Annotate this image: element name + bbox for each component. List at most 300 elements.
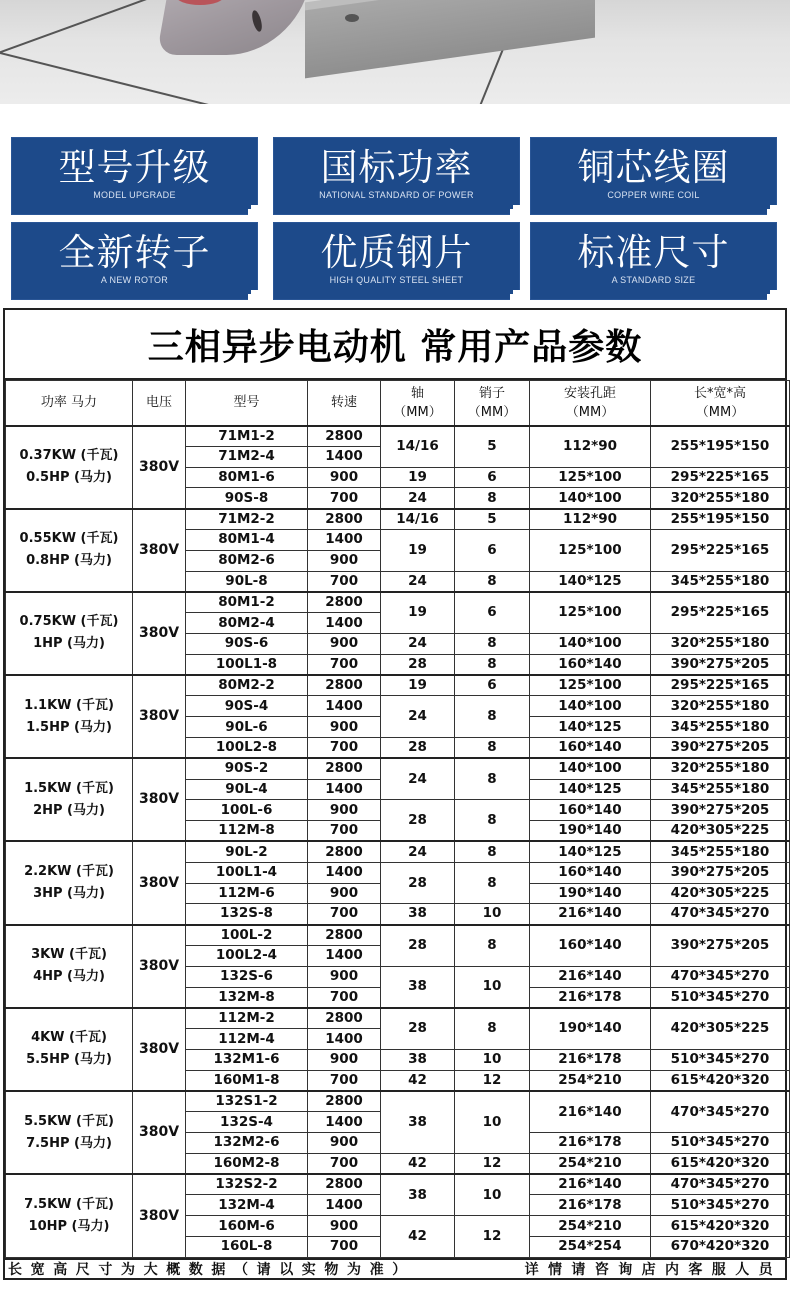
- size-cell: 390*275*205: [651, 800, 790, 821]
- table-footer: [5, 1258, 785, 1278]
- shaft-cell: 28: [381, 862, 455, 904]
- badge-subtitle: MODEL UPGRADE: [93, 190, 176, 200]
- model-cell: 80M2-4: [186, 613, 308, 634]
- size-cell: 510*345*270: [651, 1133, 790, 1154]
- voltage-cell: 380V: [133, 675, 186, 758]
- table-row: [6, 841, 790, 862]
- speed-cell: 900: [308, 717, 381, 738]
- pin-cell: 8: [455, 862, 530, 904]
- power-hp: 0.8HP (马力): [26, 553, 112, 569]
- voltage-cell: 380V: [133, 509, 186, 592]
- speed-cell: 1400: [308, 529, 381, 550]
- mount-cell: 160*140: [530, 654, 651, 675]
- shaft-cell: 14/16: [381, 509, 455, 530]
- badge-standard-size: [530, 222, 777, 300]
- mount-cell: 216*178: [530, 1133, 651, 1154]
- badge-national-power: [273, 137, 520, 215]
- mount-cell: 140*125: [530, 571, 651, 592]
- pin-cell: 10: [455, 1174, 530, 1216]
- header-unit: （MM）: [695, 404, 745, 420]
- badge-title: 全新转子: [58, 231, 211, 274]
- speed-cell: 1400: [308, 862, 381, 883]
- shaft-cell: 42: [381, 1070, 455, 1091]
- mount-cell: 216*140: [530, 966, 651, 987]
- table-header-row: [6, 381, 790, 426]
- pin-cell: 8: [455, 737, 530, 758]
- power-hp: 4HP (马力): [33, 969, 105, 985]
- motor-foot: [305, 0, 595, 78]
- power-hp: 10HP (马力): [28, 1219, 110, 1235]
- pin-cell: 6: [455, 529, 530, 571]
- mount-cell: 140*125: [530, 779, 651, 800]
- table-row: [6, 592, 790, 613]
- motor-foot-hole: [345, 14, 359, 22]
- speed-cell: 2800: [308, 841, 381, 862]
- size-cell: 420*305*225: [651, 821, 790, 842]
- model-cell: 80M1-6: [186, 467, 308, 488]
- model-cell: 90S-6: [186, 633, 308, 654]
- model-cell: 100L-6: [186, 800, 308, 821]
- pin-cell: 8: [455, 925, 530, 967]
- speed-cell: 900: [308, 1133, 381, 1154]
- size-cell: 510*345*270: [651, 987, 790, 1008]
- power-hp: 5.5HP (马力): [26, 1052, 112, 1068]
- header-unit: （MM）: [393, 404, 442, 420]
- badge-copper-coil: [530, 137, 777, 215]
- size-cell: 345*255*180: [651, 779, 790, 800]
- power-cell: [6, 758, 133, 841]
- size-cell: 390*275*205: [651, 862, 790, 883]
- shaft-cell: 19: [381, 675, 455, 696]
- badge-subtitle: NATIONAL STANDARD OF POWER: [319, 190, 474, 200]
- mount-cell: 140*100: [530, 696, 651, 717]
- shaft-cell: 38: [381, 1049, 455, 1070]
- speed-cell: 900: [308, 467, 381, 488]
- mount-cell: 216*140: [530, 1091, 651, 1133]
- mount-cell: 254*210: [530, 1070, 651, 1091]
- model-cell: 132M-4: [186, 1195, 308, 1216]
- size-cell: 510*345*270: [651, 1049, 790, 1070]
- power-kw: 1.5KW (千瓦): [24, 780, 114, 796]
- speed-cell: 900: [308, 800, 381, 821]
- badge-title: 国标功率: [320, 146, 473, 189]
- badge-title: 铜芯线圈: [577, 146, 730, 189]
- power-kw: 3KW (千瓦): [31, 947, 107, 963]
- model-cell: 80M2-2: [186, 675, 308, 696]
- shaft-cell: 24: [381, 488, 455, 509]
- mount-cell: 216*178: [530, 1195, 651, 1216]
- speed-cell: 2800: [308, 426, 381, 447]
- speed-cell: 2800: [308, 1008, 381, 1029]
- power-cell: [6, 841, 133, 924]
- size-cell: 295*225*165: [651, 529, 790, 571]
- badge-model-upgrade: [11, 137, 258, 215]
- pin-cell: 6: [455, 675, 530, 696]
- speed-cell: 700: [308, 987, 381, 1008]
- model-cell: 112M-2: [186, 1008, 308, 1029]
- mount-cell: 254*210: [530, 1216, 651, 1237]
- shaft-cell: 28: [381, 925, 455, 967]
- mount-cell: 140*100: [530, 633, 651, 654]
- pin-cell: 8: [455, 800, 530, 842]
- mount-cell: 140*125: [530, 717, 651, 738]
- speed-cell: 1400: [308, 945, 381, 966]
- header-pin-label: 销子: [478, 385, 505, 401]
- pin-cell: 10: [455, 1049, 530, 1070]
- speed-cell: 2800: [308, 925, 381, 946]
- model-cell: 132M-8: [186, 987, 308, 1008]
- power-kw: 0.75KW (千瓦): [19, 614, 119, 630]
- header-unit: （MM）: [467, 404, 517, 420]
- size-cell: 295*225*165: [651, 675, 790, 696]
- speed-cell: 900: [308, 1049, 381, 1070]
- speed-cell: 700: [308, 1070, 381, 1091]
- table-row: [6, 758, 790, 779]
- table-body: [6, 426, 790, 1258]
- mount-cell: 190*140: [530, 1008, 651, 1050]
- size-cell: 255*195*150: [651, 426, 790, 468]
- model-cell: 90S-2: [186, 758, 308, 779]
- model-cell: 100L1-4: [186, 862, 308, 883]
- pin-cell: 6: [455, 467, 530, 488]
- size-cell: 295*225*165: [651, 592, 790, 634]
- speed-cell: 900: [308, 966, 381, 987]
- mount-cell: 254*210: [530, 1153, 651, 1174]
- voltage-cell: 380V: [133, 925, 186, 1008]
- model-cell: 71M2-2: [186, 509, 308, 530]
- model-cell: 90S-4: [186, 696, 308, 717]
- model-cell: 112M-6: [186, 883, 308, 904]
- mount-cell: 140*100: [530, 758, 651, 779]
- model-cell: 90S-8: [186, 488, 308, 509]
- table-row: [6, 426, 790, 447]
- shaft-cell: 38: [381, 1174, 455, 1216]
- speed-cell: 1400: [308, 696, 381, 717]
- model-cell: 160M2-8: [186, 1153, 308, 1174]
- badge-subtitle: HIGH QUALITY STEEL SHEET: [329, 275, 464, 285]
- shaft-cell: 24: [381, 633, 455, 654]
- mount-cell: 160*140: [530, 862, 651, 883]
- speed-cell: 700: [308, 821, 381, 842]
- power-kw: 1.1KW (千瓦): [24, 697, 114, 713]
- power-cell: [6, 925, 133, 1008]
- mount-cell: 160*140: [530, 800, 651, 821]
- feature-badges: [0, 134, 790, 304]
- size-cell: 390*275*205: [651, 925, 790, 967]
- power-hp: 7.5HP (马力): [26, 1135, 112, 1151]
- size-cell: 295*225*165: [651, 467, 790, 488]
- spec-table-container: [3, 308, 787, 1280]
- header-shaft-label: 轴: [410, 385, 424, 401]
- power-cell: [6, 1174, 133, 1257]
- model-cell: 90L-6: [186, 717, 308, 738]
- voltage-cell: 380V: [133, 758, 186, 841]
- speed-cell: 700: [308, 654, 381, 675]
- table-row: [6, 1008, 790, 1029]
- pin-cell: 10: [455, 904, 530, 925]
- size-cell: 390*275*205: [651, 737, 790, 758]
- shaft-cell: 42: [381, 1153, 455, 1174]
- mount-cell: 160*140: [530, 925, 651, 967]
- size-cell: 420*305*225: [651, 1008, 790, 1050]
- spec-table: [5, 380, 790, 1258]
- model-cell: 132S-8: [186, 904, 308, 925]
- voltage-cell: 380V: [133, 592, 186, 675]
- shaft-cell: 28: [381, 1008, 455, 1050]
- model-cell: 160L-8: [186, 1237, 308, 1258]
- size-cell: 320*255*180: [651, 633, 790, 654]
- pin-cell: 8: [455, 654, 530, 675]
- size-cell: 420*305*225: [651, 883, 790, 904]
- shaft-cell: 19: [381, 592, 455, 634]
- model-cell: 80M1-2: [186, 592, 308, 613]
- shaft-cell: 38: [381, 966, 455, 1008]
- size-cell: 615*420*320: [651, 1216, 790, 1237]
- mount-cell: 254*254: [530, 1237, 651, 1258]
- table-row: [6, 1174, 790, 1195]
- speed-cell: 1400: [308, 446, 381, 467]
- speed-cell: 700: [308, 737, 381, 758]
- power-cell: [6, 592, 133, 675]
- model-cell: 100L2-4: [186, 945, 308, 966]
- power-cell: [6, 509, 133, 592]
- size-cell: 470*345*270: [651, 904, 790, 925]
- model-cell: 80M2-6: [186, 550, 308, 571]
- speed-cell: 900: [308, 883, 381, 904]
- mount-cell: 216*178: [530, 1049, 651, 1070]
- mount-cell: 125*100: [530, 675, 651, 696]
- pin-cell: 8: [455, 1008, 530, 1050]
- power-hp: 1.5HP (马力): [26, 719, 112, 735]
- mount-cell: 112*90: [530, 509, 651, 530]
- mount-cell: 125*100: [530, 467, 651, 488]
- footer-contact: 详情请咨询店内客服人员: [524, 1261, 782, 1278]
- pin-cell: 8: [455, 488, 530, 509]
- model-cell: 160M-6: [186, 1216, 308, 1237]
- speed-cell: 1400: [308, 1195, 381, 1216]
- speed-cell: 2800: [308, 509, 381, 530]
- pin-cell: 8: [455, 633, 530, 654]
- model-cell: 160M1-8: [186, 1070, 308, 1091]
- shaft-cell: 19: [381, 467, 455, 488]
- mount-cell: 216*140: [530, 1174, 651, 1195]
- header-mount-label: 安装孔距: [563, 385, 616, 401]
- model-cell: 100L1-8: [186, 654, 308, 675]
- shaft-cell: 28: [381, 654, 455, 675]
- speed-cell: 700: [308, 904, 381, 925]
- badge-subtitle: A NEW ROTOR: [100, 275, 169, 285]
- power-kw: 2.2KW (千瓦): [24, 864, 114, 880]
- model-cell: 100L2-8: [186, 737, 308, 758]
- pin-cell: 5: [455, 509, 530, 530]
- power-cell: [6, 1091, 133, 1174]
- mount-cell: 140*125: [530, 841, 651, 862]
- shaft-cell: 38: [381, 904, 455, 925]
- table-title-row: [5, 310, 785, 380]
- header-mount: [530, 381, 651, 426]
- model-cell: 132S-4: [186, 1112, 308, 1133]
- badge-subtitle: A STANDARD SIZE: [611, 275, 696, 285]
- mount-cell: 125*100: [530, 529, 651, 571]
- mount-cell: 190*140: [530, 883, 651, 904]
- motor-flange: [157, 0, 314, 55]
- table-row: [6, 925, 790, 946]
- badge-subtitle: COPPER WIRE COIL: [607, 190, 700, 200]
- power-kw: 4KW (千瓦): [31, 1030, 107, 1046]
- power-cell: [6, 1008, 133, 1091]
- power-cell: [6, 675, 133, 758]
- power-hp: 3HP (马力): [33, 886, 105, 902]
- model-cell: 112M-4: [186, 1029, 308, 1050]
- size-cell: 470*345*270: [651, 966, 790, 987]
- power-kw: 0.55KW (千瓦): [19, 531, 119, 547]
- model-cell: 90L-4: [186, 779, 308, 800]
- header-unit: （MM）: [565, 404, 615, 420]
- mount-cell: 190*140: [530, 821, 651, 842]
- pin-cell: 5: [455, 426, 530, 468]
- mount-cell: 112*90: [530, 426, 651, 468]
- badge-title: 型号升级: [58, 146, 211, 189]
- speed-cell: 1400: [308, 779, 381, 800]
- shaft-cell: 24: [381, 841, 455, 862]
- model-cell: 132S-6: [186, 966, 308, 987]
- shaft-cell: 24: [381, 571, 455, 592]
- table-row: [6, 509, 790, 530]
- speed-cell: 1400: [308, 613, 381, 634]
- pin-cell: 10: [455, 966, 530, 1008]
- voltage-cell: 380V: [133, 426, 186, 509]
- model-cell: 90L-8: [186, 571, 308, 592]
- size-cell: 470*345*270: [651, 1174, 790, 1195]
- model-cell: 132S2-2: [186, 1174, 308, 1195]
- floor-tile-line: [0, 0, 178, 57]
- voltage-cell: 380V: [133, 841, 186, 924]
- power-hp: 2HP (马力): [33, 802, 105, 818]
- speed-cell: 900: [308, 633, 381, 654]
- pin-cell: 8: [455, 841, 530, 862]
- header-size-label: 长*宽*高: [693, 385, 746, 401]
- shaft-cell: 24: [381, 696, 455, 738]
- voltage-cell: 380V: [133, 1174, 186, 1257]
- speed-cell: 2800: [308, 1174, 381, 1195]
- size-cell: 345*255*180: [651, 841, 790, 862]
- model-cell: 132M2-6: [186, 1133, 308, 1154]
- product-photo: [0, 0, 790, 104]
- model-cell: 132M1-6: [186, 1049, 308, 1070]
- mount-cell: 160*140: [530, 737, 651, 758]
- size-cell: 615*420*320: [651, 1153, 790, 1174]
- speed-cell: 2800: [308, 675, 381, 696]
- size-cell: 320*255*180: [651, 758, 790, 779]
- speed-cell: 700: [308, 1153, 381, 1174]
- shaft-cell: 14/16: [381, 426, 455, 468]
- shaft-cell: 28: [381, 800, 455, 842]
- size-cell: 670*420*320: [651, 1237, 790, 1258]
- speed-cell: 1400: [308, 1029, 381, 1050]
- model-cell: 132S1-2: [186, 1091, 308, 1112]
- size-cell: 470*345*270: [651, 1091, 790, 1133]
- power-kw: 7.5KW (千瓦): [24, 1197, 114, 1213]
- speed-cell: 2800: [308, 592, 381, 613]
- header-speed: 转速: [308, 381, 381, 426]
- speed-cell: 2800: [308, 1091, 381, 1112]
- speed-cell: 900: [308, 1216, 381, 1237]
- header-power: 功率 马力: [6, 381, 133, 426]
- shaft-cell: 42: [381, 1216, 455, 1258]
- power-hp: 1HP (马力): [33, 636, 105, 652]
- voltage-cell: 380V: [133, 1091, 186, 1174]
- pin-cell: 10: [455, 1091, 530, 1153]
- size-cell: 255*195*150: [651, 509, 790, 530]
- shaft-cell: 19: [381, 529, 455, 571]
- model-cell: 71M1-2: [186, 426, 308, 447]
- size-cell: 510*345*270: [651, 1195, 790, 1216]
- size-cell: 615*420*320: [651, 1070, 790, 1091]
- badge-title: 标准尺寸: [577, 231, 730, 274]
- pin-cell: 12: [455, 1216, 530, 1258]
- size-cell: 320*255*180: [651, 488, 790, 509]
- pin-cell: 8: [455, 571, 530, 592]
- size-cell: 320*255*180: [651, 696, 790, 717]
- shaft-cell: 38: [381, 1091, 455, 1153]
- pin-cell: 8: [455, 758, 530, 800]
- table-row: [6, 675, 790, 696]
- power-kw: 0.37KW (千瓦): [19, 448, 119, 464]
- pin-cell: 8: [455, 696, 530, 738]
- shaft-cell: 28: [381, 737, 455, 758]
- speed-cell: 700: [308, 571, 381, 592]
- model-cell: 100L-2: [186, 925, 308, 946]
- shaft-cell: 24: [381, 758, 455, 800]
- size-cell: 390*275*205: [651, 654, 790, 675]
- power-cell: [6, 426, 133, 509]
- table-row: [6, 1091, 790, 1112]
- speed-cell: 700: [308, 1237, 381, 1258]
- header-model: 型号: [186, 381, 308, 426]
- speed-cell: 2800: [308, 758, 381, 779]
- power-hp: 0.5HP (马力): [26, 470, 112, 486]
- model-cell: 112M-8: [186, 821, 308, 842]
- badge-new-rotor: [11, 222, 258, 300]
- model-cell: 90L-2: [186, 841, 308, 862]
- power-kw: 5.5KW (千瓦): [24, 1113, 114, 1129]
- header-size: [651, 381, 790, 426]
- speed-cell: 900: [308, 550, 381, 571]
- footer-disclaimer: 长宽高尺寸为大概数据（请以实物为准）: [8, 1261, 415, 1278]
- mount-cell: 216*178: [530, 987, 651, 1008]
- header-shaft: [381, 381, 455, 426]
- voltage-cell: 380V: [133, 1008, 186, 1091]
- pin-cell: 12: [455, 1070, 530, 1091]
- mount-cell: 216*140: [530, 904, 651, 925]
- model-cell: 71M2-4: [186, 446, 308, 467]
- mount-cell: 140*100: [530, 488, 651, 509]
- pin-cell: 6: [455, 592, 530, 634]
- header-voltage: 电压: [133, 381, 186, 426]
- mount-cell: 125*100: [530, 592, 651, 634]
- size-cell: 345*255*180: [651, 717, 790, 738]
- speed-cell: 1400: [308, 1112, 381, 1133]
- header-pin: [455, 381, 530, 426]
- speed-cell: 700: [308, 488, 381, 509]
- floor-tile-line: [0, 52, 291, 104]
- model-cell: 80M1-4: [186, 529, 308, 550]
- badge-title: 优质钢片: [320, 231, 473, 274]
- pin-cell: 12: [455, 1153, 530, 1174]
- badge-steel-sheet: [273, 222, 520, 300]
- table-title: 三相异步电动机 常用产品参数: [147, 326, 643, 368]
- size-cell: 345*255*180: [651, 571, 790, 592]
